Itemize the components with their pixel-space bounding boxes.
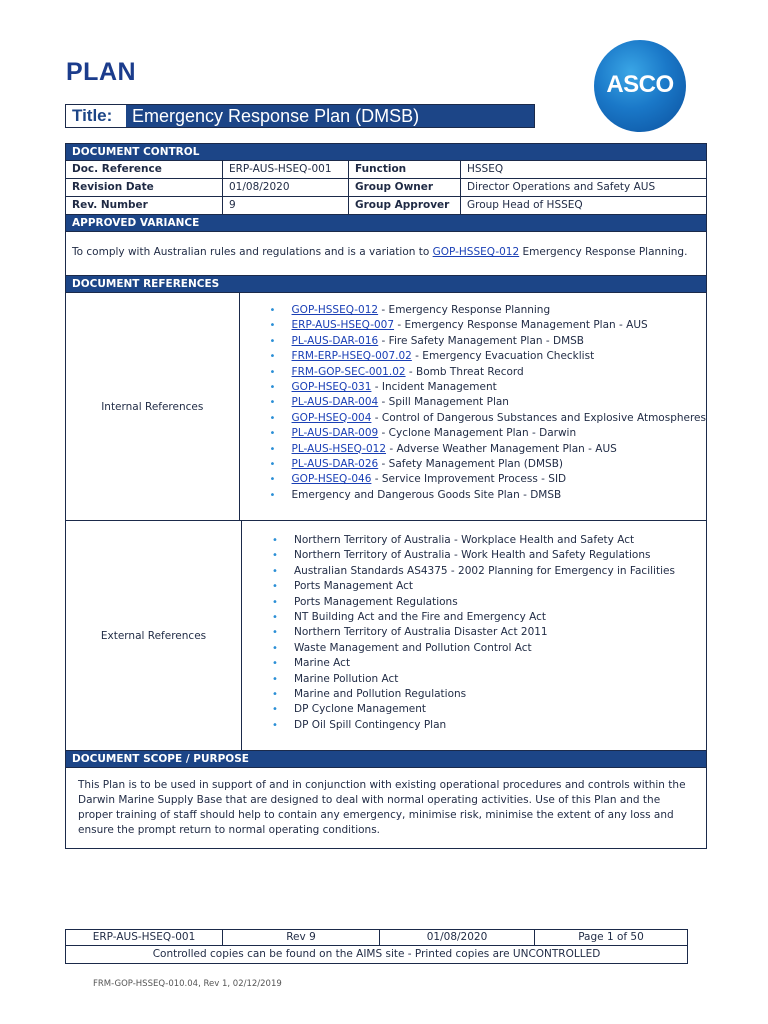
internal-references-label: Internal References [66, 293, 240, 520]
external-reference-item: • Marine Pollution Act [242, 672, 706, 687]
internal-reference-item [240, 349, 706, 364]
internal-reference-link[interactable]: FRM-ERP-HSEQ-007.02 [291, 350, 412, 363]
internal-reference-item [240, 426, 706, 441]
document-control-row [66, 179, 706, 197]
internal-reference-desc: - Cyclone Management Plan - Darwin [378, 427, 577, 440]
internal-reference-link[interactable]: PL-AUS-DAR-004 [291, 396, 379, 409]
internal-reference-desc: - Spill Management Plan [378, 396, 509, 409]
control-value: HSSEQ [467, 163, 504, 175]
external-reference-item: • Marine Act [242, 656, 706, 671]
control-label: Function [349, 161, 461, 178]
internal-reference-desc: - Control of Dangerous Substances and Explosive Atmospheres [371, 411, 706, 424]
external-references-label: External References [66, 521, 242, 750]
document-control-heading: DOCUMENT CONTROL [66, 144, 706, 161]
control-value: Director Operations and Safety AUS [467, 181, 656, 193]
internal-reference-link[interactable]: GOP-HSEQ-046 [291, 473, 372, 486]
internal-reference-desc: - Fire Safety Management Plan - DMSB [378, 334, 585, 347]
external-reference-item: • Ports Management Regulations [242, 595, 706, 610]
internal-reference-link[interactable]: ERP-AUS-HSEQ-007 [291, 319, 395, 332]
external-reference-item: • Northern Territory of Australia - Work Health and Safety Regulations [242, 548, 706, 563]
control-value: 01/08/2020 [223, 179, 349, 196]
external-references-list [242, 521, 706, 750]
document-control-row [66, 197, 706, 215]
footer-doc-ref: ERP-AUS-HSEQ-001 [66, 930, 223, 945]
variance-ref-link[interactable]: GOP-HSSEQ-012 [432, 246, 520, 258]
internal-reference-link[interactable]: PL-AUS-DAR-026 [291, 457, 379, 470]
external-reference-item: • Waste Management and Pollution Control Act [242, 641, 706, 656]
internal-reference-desc: - Emergency Response Planning [378, 304, 551, 316]
title-label: Title: [66, 105, 126, 127]
external-reference-item: • Northern Territory of Australia - Workplace Health and Safety Act [242, 533, 706, 548]
internal-reference-item [240, 365, 706, 380]
control-label: Revision Date [66, 179, 223, 196]
internal-reference-item [240, 411, 706, 426]
internal-reference-link[interactable]: PL-AUS-DAR-009 [291, 427, 379, 440]
scope-text: This Plan is to be used in support of and in conjunction with existing operational procedures and controls within the Darwin Marine Supply Base that are designed to deal with normal operating activities. Use of this Plan and the proper training of staff should help to contain any emergency, minimise risk, minimise the extent of any loss and ensure the prompt return to normal operating conditions. [78, 779, 686, 836]
approved-variance-text: To comply with Australian rules and regulations and is a variation to GOP-HSSEQ-012 Emergency Response Planning. [66, 232, 706, 276]
internal-references-list [240, 293, 706, 520]
scope-heading: DOCUMENT SCOPE / PURPOSE [66, 751, 706, 768]
external-reference-item: • NT Building Act and the Fire and Emergency Act [242, 610, 706, 625]
document-references-heading: DOCUMENT REFERENCES [66, 276, 706, 293]
form-reference: FRM-GOP-HSSEQ-010.04, Rev 1, 02/12/2019 [93, 979, 282, 989]
external-reference-item: • DP Oil Spill Contingency Plan [242, 718, 706, 733]
asco-logo [594, 40, 686, 132]
control-value: ERP-AUS-HSEQ-001 [223, 161, 349, 178]
internal-reference-link[interactable]: PL-AUS-DAR-016 [291, 334, 379, 347]
title-bar [65, 104, 535, 128]
internal-reference-desc: - Adverse Weather Management Plan - AUS [386, 442, 617, 455]
document-type-heading: PLAN [66, 58, 137, 86]
footer-date: 01/08/2020 [380, 930, 535, 945]
control-value: Group Head of HSSEQ [467, 199, 583, 211]
logo-text: ASCO [606, 71, 674, 98]
internal-reference-item [240, 334, 706, 349]
external-reference-item: • DP Cyclone Management [242, 702, 706, 717]
internal-reference-item [240, 303, 706, 318]
internal-reference-desc: - Emergency Evacuation Checklist [411, 350, 595, 363]
internal-reference-link[interactable]: GOP-HSEQ-031 [291, 380, 372, 393]
document-control-row [66, 161, 706, 179]
document-control-table [65, 143, 707, 849]
control-label: Rev. Number [66, 197, 223, 214]
internal-reference-desc: - Bomb Threat Record [405, 365, 524, 378]
internal-reference-item [240, 318, 706, 333]
internal-reference-link[interactable]: GOP-HSSEQ-012 [291, 304, 379, 316]
internal-reference-desc: - Service Improvement Process - SID [371, 473, 567, 486]
internal-reference-desc: Emergency and Dangerous Goods Site Plan - DMSB [291, 488, 562, 501]
internal-reference-desc: - Incident Management [371, 380, 497, 393]
control-value: 9 [223, 197, 349, 214]
external-reference-item: • Australian Standards AS4375 - 2002 Planning for Emergency in Facilities [242, 564, 706, 579]
internal-references-row [66, 293, 706, 521]
internal-reference-desc: - Emergency Response Management Plan - AUS [394, 319, 648, 332]
external-reference-item: • Ports Management Act [242, 579, 706, 594]
footer-page-number: Page 1 of 50 [578, 931, 644, 943]
document-title: Emergency Response Plan (DMSB) [126, 105, 534, 127]
internal-reference-desc: - Safety Management Plan (DMSB) [378, 457, 563, 470]
internal-reference-item [240, 472, 706, 487]
external-reference-item: • Northern Territory of Australia Disaster Act 2011 [242, 625, 706, 640]
footer-notice: Controlled copies can be found on the AIMS site - Printed copies are UNCONTROLLED [152, 948, 601, 960]
footer-table [65, 929, 688, 964]
external-reference-item: • Marine and Pollution Regulations [242, 687, 706, 702]
internal-reference-item [240, 488, 706, 503]
control-label: Group Owner [349, 179, 461, 196]
external-references-row [66, 521, 706, 751]
internal-reference-item [240, 442, 706, 457]
footer-rev: Rev 9 [223, 930, 380, 945]
control-label: Doc. Reference [66, 161, 223, 178]
control-label: Group Approver [349, 197, 461, 214]
internal-reference-item [240, 457, 706, 472]
internal-reference-item [240, 380, 706, 395]
approved-variance-heading: APPROVED VARIANCE [66, 215, 706, 232]
internal-reference-item [240, 395, 706, 410]
internal-reference-link[interactable]: PL-AUS-HSEQ-012 [291, 442, 387, 455]
internal-reference-link[interactable]: FRM-GOP-SEC-001.02 [291, 365, 406, 378]
internal-reference-link[interactable]: GOP-HSEQ-004 [291, 411, 372, 424]
